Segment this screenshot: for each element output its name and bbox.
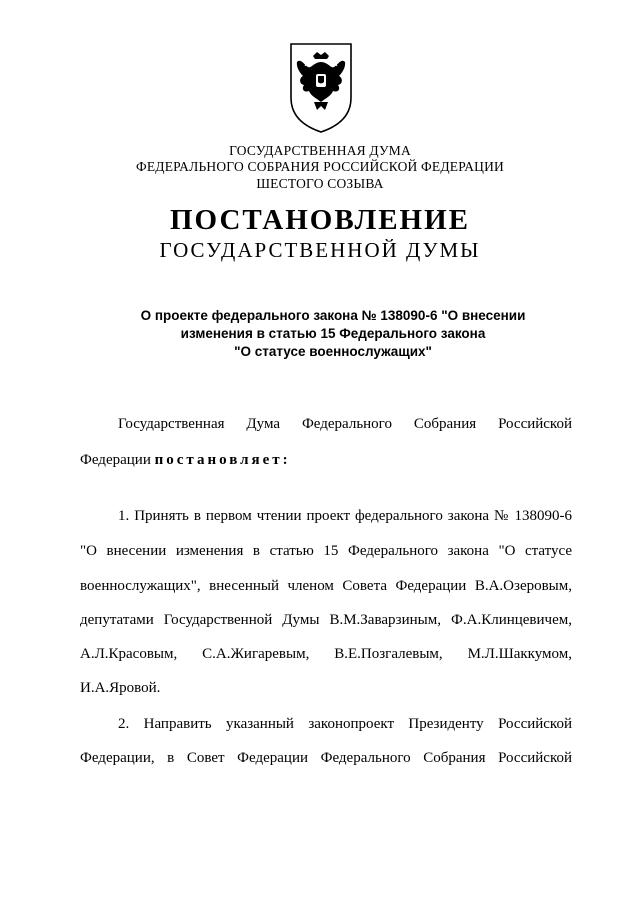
paragraph1-line5: А.Л.Красовым, С.А.Жигаревым, В.Е.Позгалевым, М.Л.Шаккумом, (80, 646, 572, 662)
org-name-line1: ГОСУДАРСТВЕННАЯ ДУМА (229, 143, 411, 158)
convocation-line: ШЕСТОГО СОЗЫВА (256, 176, 384, 191)
document-issuer: ГОСУДАРСТВЕННОЙ ДУМЫ (159, 238, 481, 262)
document-type-title: ПОСТАНОВЛЕНИЕ (169, 204, 470, 236)
subject-line1: О проекте федерального закона № 138090-6 "О внесении (140, 308, 526, 323)
paragraph2-line2: Федерации, в Совет Федерации Федерального Собрания Российской (80, 750, 572, 766)
paragraph1-line6: И.А.Яровой. (80, 680, 161, 696)
subject-line3: "О статусе военнослужащих" (234, 344, 432, 359)
paragraph1-line2: "О внесении изменения в статью 15 Федерального закона "О статусе (80, 543, 572, 559)
coat-of-arms-icon (287, 40, 355, 136)
paragraph2-line1: 2. Направить указанный законопроект Президенту Российской (118, 716, 572, 732)
paragraph1-line3: военнослужащих", внесенный членом Совета Федерации В.А.Озеровым, (80, 578, 572, 594)
preamble-line1: Государственная Дума Федерального Собрания Российской (118, 416, 572, 432)
preamble-line2-start: Федерации (80, 452, 151, 468)
org-name-line2: ФЕДЕРАЛЬНОГО СОБРАНИЯ РОССИЙСКОЙ ФЕДЕРАЦИИ (136, 159, 504, 174)
paragraph1-line4: депутатами Государственной Думы В.М.Заварзиным, Ф.А.Клинцевичем, (80, 612, 572, 628)
paragraph1-line1: 1. Принять в первом чтении проект федерального закона № 138090-6 (118, 508, 572, 524)
subject-line2: изменения в статью 15 Федерального закона (180, 326, 486, 341)
decree-word: постановляет: (154, 452, 291, 468)
preamble-line2 (80, 450, 572, 470)
